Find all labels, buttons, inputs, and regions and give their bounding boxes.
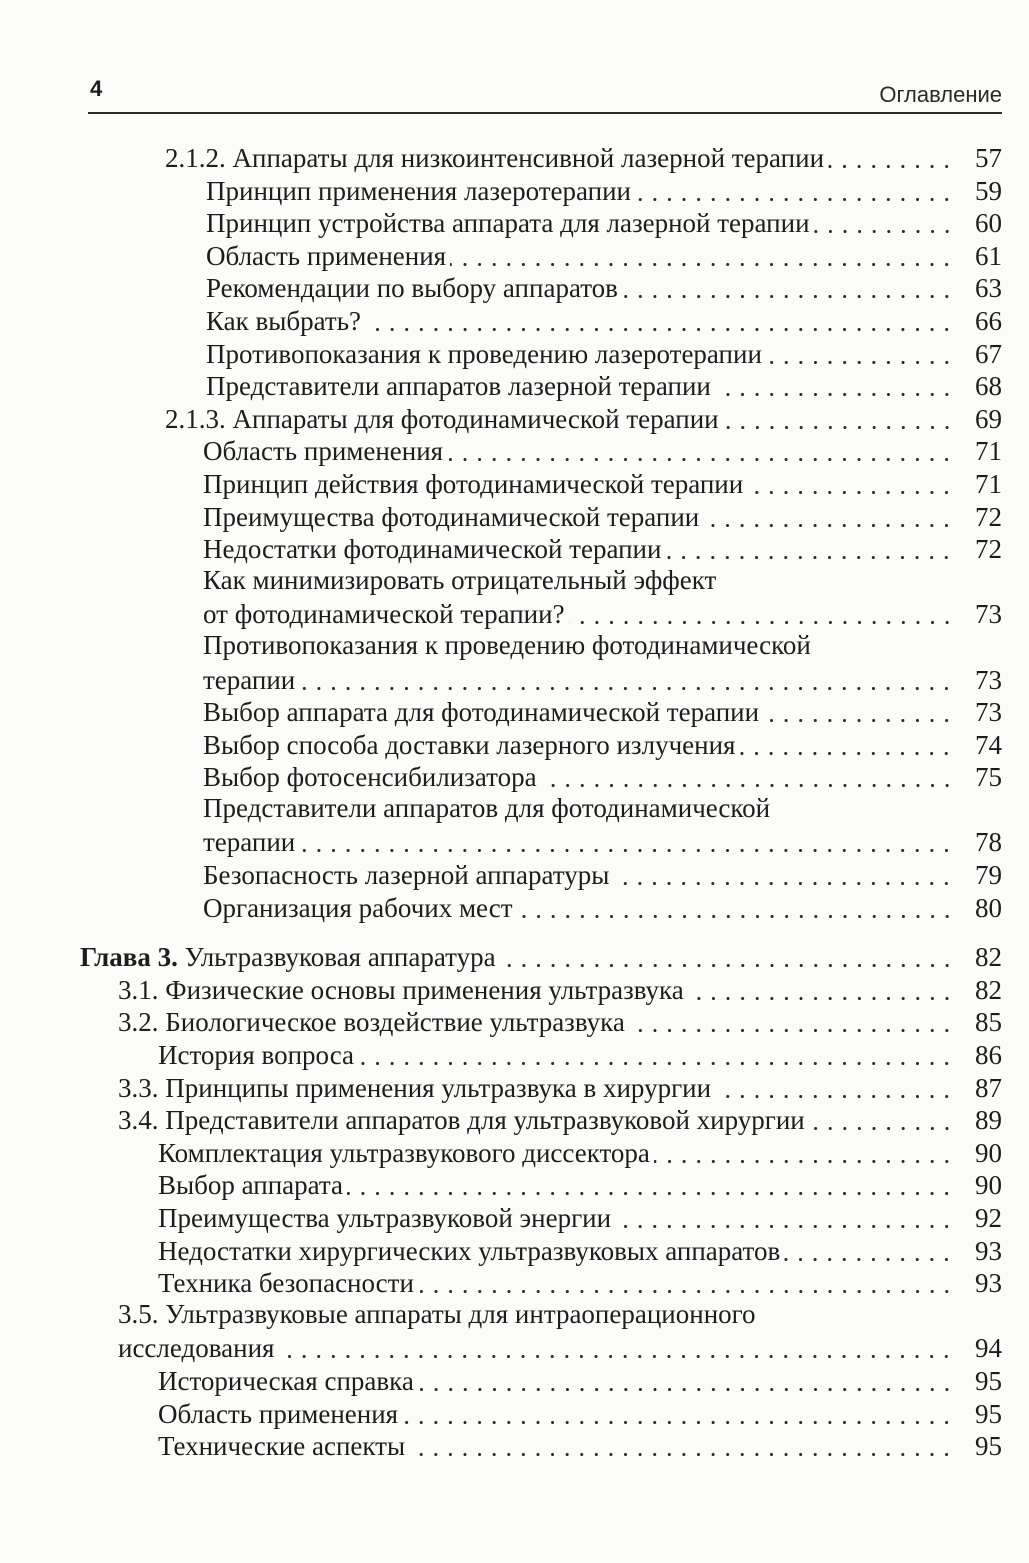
toc-entry-title: Рекомендации по выбору аппаратов: [206, 273, 618, 304]
toc-entry-title: терапии: [203, 664, 296, 695]
toc-entry[interactable]: [158, 1428, 1029, 1461]
toc-entry-page: 73: [975, 664, 1002, 695]
toc-entry-page: 89: [975, 1105, 1002, 1136]
dot-leader: [447, 435, 954, 462]
toc-entry-page: 71: [975, 468, 1002, 499]
toc-entry-page: 86: [975, 1040, 1002, 1071]
dot-leader: [784, 1235, 954, 1262]
toc-entry-page: 67: [975, 338, 1002, 369]
running-head: Оглавление: [879, 82, 1002, 107]
toc-entry[interactable]: [158, 1396, 1029, 1429]
toc-entry[interactable]: [165, 401, 1029, 434]
toc-entry-title: Принцип применения лазеротерапии: [206, 175, 631, 206]
dot-leader: [723, 403, 954, 430]
toc-entry[interactable]: [203, 890, 1029, 923]
toc-entry-title: Область применения: [203, 436, 444, 467]
toc-entry[interactable]: [118, 1004, 1029, 1037]
toc-entry-page: 68: [975, 371, 1002, 402]
toc-entry-page: 82: [975, 942, 1002, 973]
toc-entry-title: Технические аспекты: [158, 1431, 406, 1462]
toc-entry-title: 3.1. Физические основы применения ультразвука: [118, 974, 684, 1005]
toc-entry-page: 63: [975, 273, 1002, 304]
toc-entry[interactable]: [118, 972, 1029, 1005]
dot-leader: [615, 1202, 954, 1229]
toc-entry-page: 61: [975, 240, 1002, 271]
toc-entry-page: 73: [975, 697, 1002, 728]
toc-entry-title: Преимущества ультразвуковой энергии: [158, 1203, 612, 1233]
toc-entry[interactable]: [158, 1167, 1029, 1200]
toc-entry-title: Представители аппаратов для фотодинамической: [203, 792, 771, 823]
toc-entry-title: 2.1.2. Аппараты для низкоинтенсивной лазерной терапии: [165, 143, 825, 173]
toc-entry-page: 59: [975, 175, 1002, 206]
toc-entry-first-line[interactable]: [203, 564, 1029, 597]
dot-leader: [418, 1267, 954, 1294]
toc-entry-title: Принцип устройства аппарата для лазерной терапии: [206, 208, 810, 239]
toc-entry-title: Выбор фотосенсибилизатора: [203, 762, 537, 793]
toc-entry-title: Историческая справка: [158, 1365, 414, 1396]
dot-leader: [828, 142, 954, 169]
dot-leader: [688, 974, 954, 1001]
toc-entry-title: 2.1.3. Аппараты для фотодинамической терапии: [165, 403, 719, 434]
dot-leader: [418, 1365, 954, 1392]
dot-leader: [517, 892, 955, 919]
toc-entry-title: 3.3. Принципы применения ультразвука в хирургии: [118, 1072, 712, 1103]
toc-entry-first-line[interactable]: [118, 1298, 1029, 1331]
dot-leader: [747, 468, 954, 495]
dot-leader: [766, 338, 954, 365]
toc-entry[interactable]: [158, 1363, 1029, 1396]
toc-entry[interactable]: [206, 368, 1029, 401]
toc-entry-first-line[interactable]: [203, 792, 1029, 825]
toc-entry[interactable]: [203, 596, 1029, 629]
dot-leader: [654, 1137, 954, 1164]
toc-entry-title: Как выбрать?: [206, 305, 362, 336]
dot-leader: [299, 826, 954, 853]
dot-leader: [569, 598, 954, 625]
toc-entry-title: Недостатки хирургических ультразвуковых аппаратов: [158, 1235, 781, 1266]
toc-entry-page: 95: [975, 1365, 1002, 1396]
toc-entry-title: Область применения: [158, 1398, 399, 1429]
toc-entry-page: 72: [975, 501, 1002, 532]
dot-leader: [450, 240, 954, 267]
dot-leader: [814, 207, 954, 234]
toc-entry[interactable]: [203, 694, 1029, 727]
dot-leader: [541, 761, 954, 788]
toc-entry[interactable]: [203, 499, 1029, 532]
dot-leader: [635, 175, 954, 202]
dot-leader: [629, 1006, 954, 1033]
dot-leader: [613, 859, 954, 886]
dot-leader: [500, 941, 954, 968]
toc-entry-page: 85: [975, 1007, 1002, 1038]
toc-entry[interactable]: [203, 857, 1029, 890]
dot-leader: [409, 1430, 954, 1457]
chapter-label: Глава 3.: [80, 942, 178, 973]
toc-entry-page: 82: [975, 974, 1002, 1005]
dot-leader: [278, 1332, 954, 1359]
toc-entry-title: Ультразвуковая аппаратура: [184, 942, 496, 973]
table-of-contents: [0, 140, 1029, 1461]
dot-leader: [299, 664, 954, 691]
toc-entry[interactable]: [165, 140, 1029, 173]
toc-entry-title: Область применения: [206, 240, 447, 271]
toc-entry-title: Организация рабочих мест: [203, 892, 513, 923]
dot-leader: [703, 501, 954, 528]
toc-entry[interactable]: [203, 759, 1029, 792]
toc-entry-page: 87: [975, 1072, 1002, 1103]
toc-entry-title: 3.4. Представители аппаратов для ультразвуковой хирургии: [118, 1105, 805, 1136]
toc-entry-page: 60: [975, 208, 1002, 239]
toc-entry[interactable]: [158, 1265, 1029, 1298]
dot-leader: [622, 272, 954, 299]
toc-entry-page: 75: [975, 762, 1002, 793]
dot-leader: [763, 696, 954, 723]
toc-entry-page: 92: [975, 1203, 1002, 1233]
toc-entry[interactable]: [206, 205, 1029, 238]
toc-entry-title: Выбор способа доставки лазерного излучения: [203, 729, 736, 760]
toc-entry-title: Комплектация ультразвукового диссектора: [158, 1137, 650, 1168]
toc-entry-page: 79: [975, 860, 1002, 891]
toc-entry-title: Безопасность лазерной аппаратуры: [203, 860, 610, 891]
dot-leader: [665, 533, 954, 560]
toc-entry[interactable]: [158, 1200, 1029, 1233]
toc-entry-title: Противопоказания к проведению лазеротерапии: [206, 338, 762, 369]
toc-entry[interactable]: [203, 531, 1029, 564]
toc-entry-title: терапии: [203, 827, 296, 858]
dot-leader: [739, 729, 954, 756]
toc-entry[interactable]: [206, 303, 1029, 336]
toc-entry-title: Как минимизировать отрицательный эффект: [203, 564, 717, 595]
toc-entry[interactable]: [158, 1037, 1029, 1070]
toc-entry-title: Противопоказания к проведению фотодинамической: [203, 629, 811, 660]
toc-entry[interactable]: [158, 1233, 1029, 1266]
toc-entry-title: Преимущества фотодинамической терапии: [203, 501, 700, 532]
toc-entry-title: Недостатки фотодинамической терапии: [203, 534, 662, 565]
toc-entry-title: Выбор аппарата для фотодинамической терапии: [203, 697, 760, 728]
toc-entry[interactable]: [203, 727, 1029, 760]
dot-leader: [365, 305, 954, 332]
toc-entry[interactable]: [203, 824, 1029, 857]
toc-entry-page: 94: [975, 1333, 1002, 1364]
dot-leader: [715, 370, 954, 397]
toc-entry-page: 80: [975, 892, 1002, 923]
toc-entry-page: 90: [975, 1170, 1002, 1201]
toc-entry-page: 69: [975, 403, 1002, 434]
dot-leader: [809, 1104, 954, 1131]
toc-chapter-entry[interactable]: [80, 939, 1029, 972]
toc-entry-first-line[interactable]: [203, 629, 1029, 662]
toc-entry-page: 78: [975, 827, 1002, 858]
toc-entry[interactable]: [203, 662, 1029, 695]
toc-entry[interactable]: [206, 336, 1029, 369]
toc-entry[interactable]: [206, 270, 1029, 303]
toc-entry-title: Принцип действия фотодинамической терапии: [203, 468, 744, 499]
toc-entry[interactable]: [118, 1070, 1029, 1103]
toc-entry[interactable]: [203, 433, 1029, 466]
toc-entry-title: от фотодинамической терапии?: [203, 599, 565, 630]
toc-entry-title: 3.2. Биологическое воздействие ультразвука: [118, 1007, 625, 1038]
toc-entry-title: Представители аппаратов лазерной терапии: [206, 371, 711, 402]
toc-entry-page: 93: [975, 1268, 1002, 1299]
toc-entry[interactable]: [206, 238, 1029, 271]
toc-entry-page: 74: [975, 729, 1002, 760]
toc-entry[interactable]: [118, 1330, 1029, 1363]
toc-entry-page: 93: [975, 1235, 1002, 1266]
toc-entry-page: 72: [975, 534, 1002, 565]
page-header: [88, 72, 1002, 114]
page-number: 4: [90, 76, 103, 101]
toc-entry-page: 90: [975, 1137, 1002, 1168]
dot-leader: [347, 1169, 954, 1196]
toc-entry-page: 71: [975, 436, 1002, 467]
toc-entry-title: Выбор аппарата: [158, 1170, 344, 1201]
toc-entry[interactable]: [203, 466, 1029, 499]
dot-leader: [715, 1072, 954, 1099]
toc-entry[interactable]: [118, 1102, 1029, 1135]
toc-entry-page: 95: [975, 1431, 1002, 1462]
dot-leader: [358, 1039, 954, 1066]
toc-entry[interactable]: [158, 1135, 1029, 1168]
toc-entry-title: История вопроса: [158, 1040, 355, 1071]
toc-entry[interactable]: [206, 173, 1029, 206]
toc-entry-page: 66: [975, 305, 1002, 336]
toc-entry-title: исследования: [118, 1333, 275, 1364]
dot-leader: [402, 1398, 954, 1425]
toc-entry-page: 95: [975, 1398, 1002, 1429]
toc-entry-page: 73: [975, 599, 1002, 630]
toc-entry-title: Техника безопасности: [158, 1268, 414, 1299]
toc-entry-title: 3.5. Ультразвуковые аппараты для интраоперационного: [118, 1298, 756, 1329]
toc-entry-page: 57: [975, 143, 1002, 173]
